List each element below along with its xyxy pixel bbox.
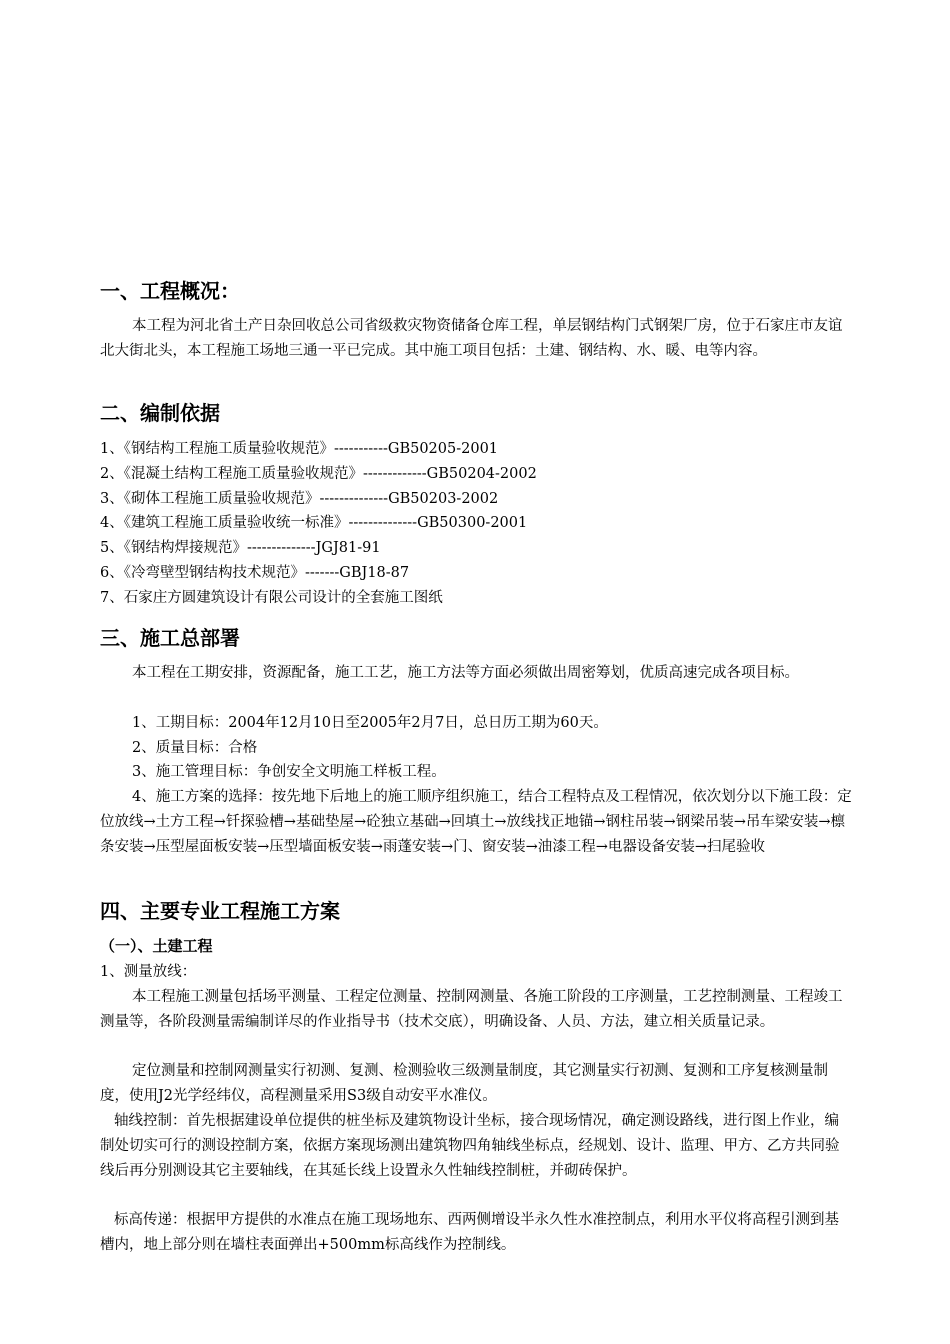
survey-paragraph-1: 本工程施工测量包括场平测量、工程定位测量、控制网测量、各施工阶段的工序测量，工艺控制测量、工程竣工测量等，各阶段测量需编制详尽的作业指导书（技术交底），明确设备、人员、方法，建立相关质量记录。 [100,989,843,1030]
goal-schedule: 1、工期目标：2004年12月10日至2005年2月7日，总日历工期为60天。 [132,715,608,731]
goal-quality: 2、质量目标：合格 [132,740,258,756]
section-heading-main-works: 四、主要专业工程施工方案 [100,899,340,923]
section-heading-deployment: 三、施工总部署 [100,626,240,650]
section-heading-basis: 二、编制依据 [100,401,220,425]
list-item: 5、《钢结构焊接规范》--------------JGJ81-91 [100,540,381,557]
section-heading-overview: 一、工程概况： [100,279,240,303]
axis-control-paragraph: 轴线控制：首先根据建设单位提供的桩坐标及建筑物设计坐标，接合现场情况，确定测设路线，进行图上作业，编制处切实可行的测设控制方案，依据方案现场测出建筑物四角轴线坐标点，经规划、设计、监理、甲方、乙方共同验线后再分别测设其它主要轴线，在其延长线上设置永久性轴线控制桩，并砌砖保护。 [100,1113,840,1179]
elevation-paragraph: 标高传递：根据甲方提供的水准点在施工现场地东、西两侧增设半永久性水准控制点，利用水平仪将高程引测到基槽内，地上部分则在墙柱表面弹出+500mm标高线作为控制线。 [100,1212,839,1253]
item-survey-heading: 1、测量放线： [100,964,197,980]
list-item: 6、《冷弯壁型钢结构技术规范》-------GBJ18-87 [100,564,410,581]
list-item: 7、石家庄方圆建筑设计有限公司设计的全套施工图纸 [100,589,443,606]
goal-management: 3、施工管理目标：争创安全文明施工样板工程。 [132,764,446,780]
list-item: 3、《砌体工程施工质量验收规范》--------------GB50203-2002 [100,490,499,507]
basis-list [100,437,852,611]
deployment-intro: 本工程在工期安排，资源配备，施工工艺，施工方法等方面必须做出周密筹划，优质高速完成各项目标。 [132,665,799,681]
overview-paragraph: 本工程为河北省土产日杂回收总公司省级救灾物资储备仓库工程，单层钢结构门式钢架厂房，位于石家庄市友谊北大街北头，本工程施工场地三通一平已完成。其中施工项目包括：土建、钢结构、水、暖、电等内容。 [100,318,843,359]
subsection-heading-civil: （一）、土建工程 [100,937,213,955]
list-item: 4、《建筑工程施工质量验收统一标准》--------------GB50300-2001 [100,515,528,532]
list-item: 2、《混凝土结构工程施工质量验收规范》-------------GB50204-2002 [100,465,537,482]
survey-paragraph-2: 定位测量和控制网测量实行初测、复测、检测验收三级测量制度，其它测量实行初测、复测和工序复核测量制度，使用J2光学经纬仪，高程测量采用S3级自动安平水准仪。 [100,1063,828,1104]
goal-plan: 4、施工方案的选择：按先地下后地上的施工顺序组织施工，结合工程特点及工程情况，依次划分以下施工段：定位放线→土方工程→钎探验槽→基础垫屋→砼独立基础→回填土→放线找正地锚→钢柱吊装→钢梁吊装→吊车梁安装→檩条安装→压型屋面板安装→压型墙面板安装→雨蓬安装→门、窗安装→油漆工程→电器设备安装→扫尾验收 [100,789,852,855]
list-item: 1、《钢结构工程施工质量验收规范》-----------GB50205-2001 [100,441,499,457]
